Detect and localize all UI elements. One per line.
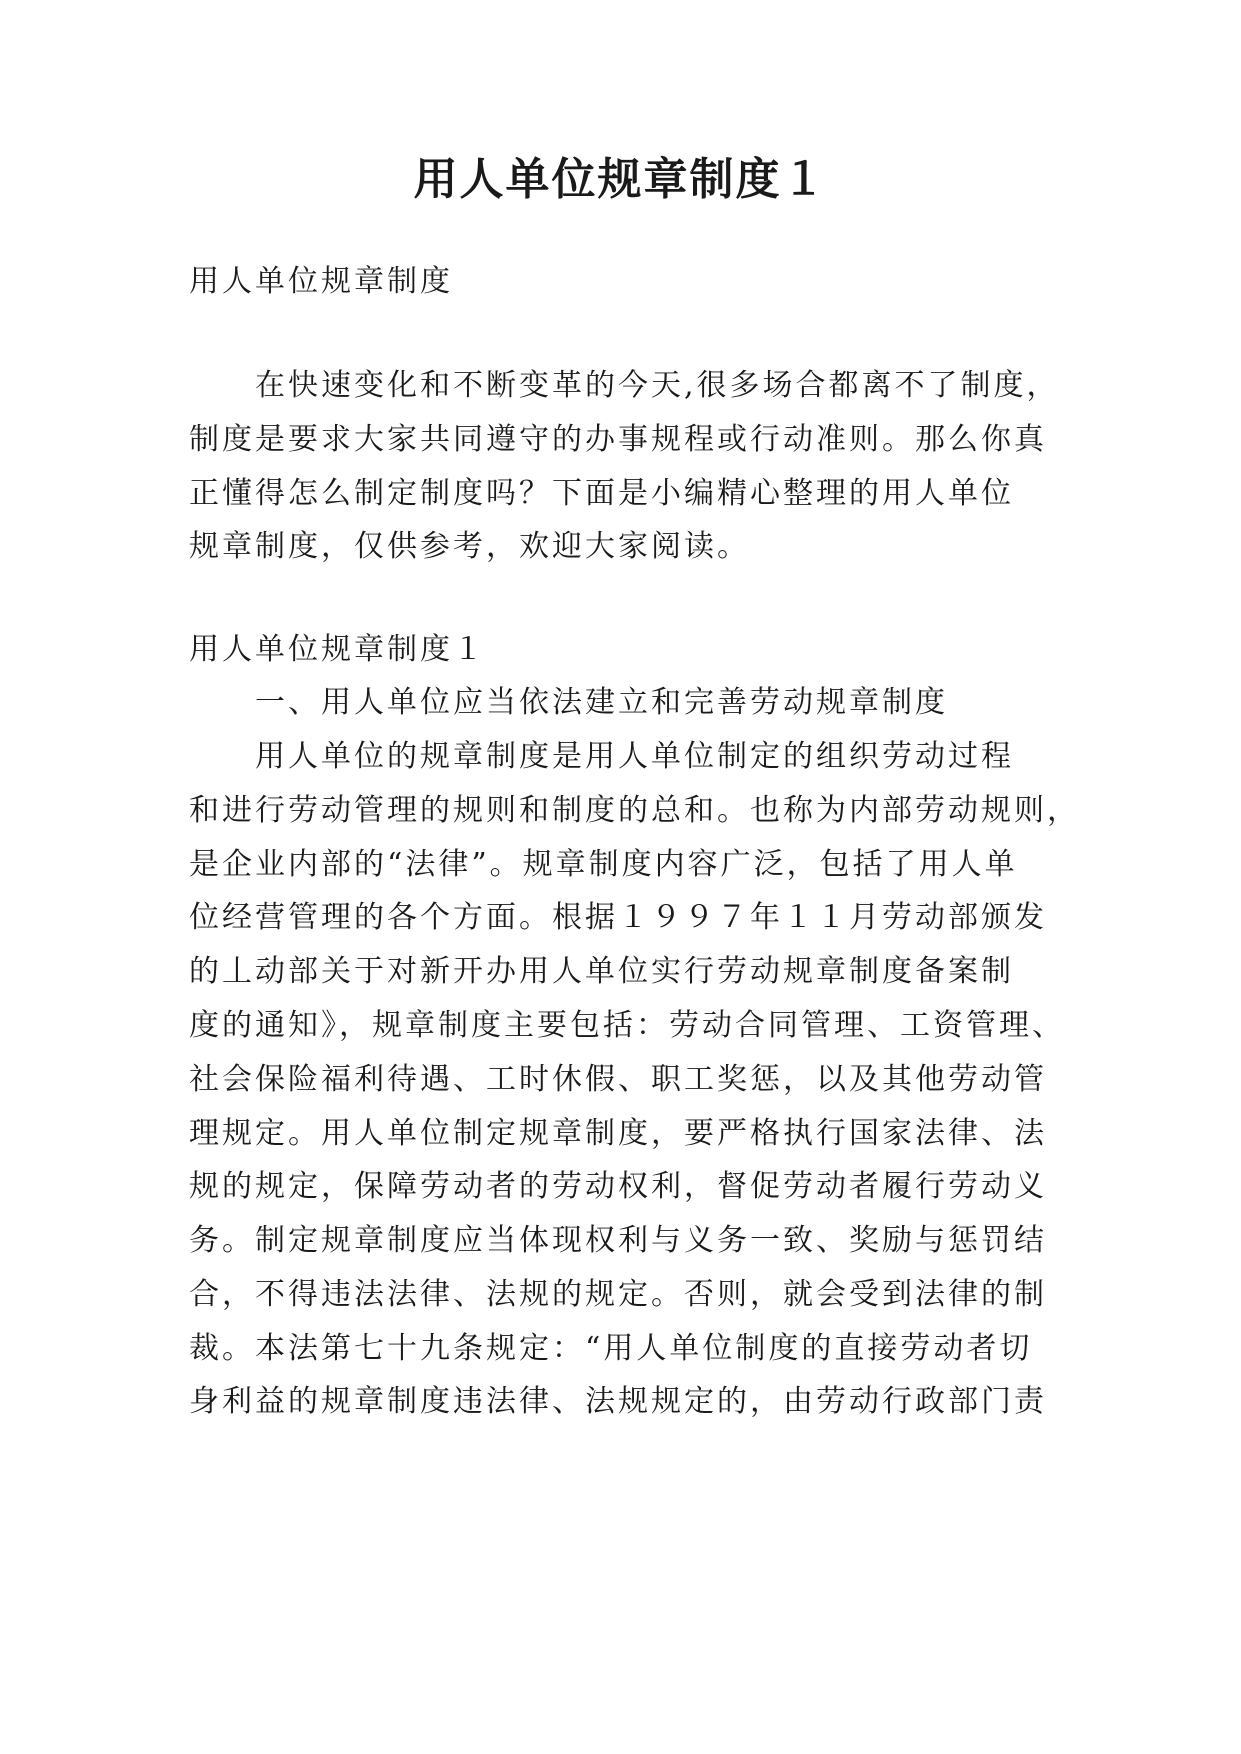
body-line: 用人单位的规章制度是用人单位制定的组织劳动过程 [255,739,1014,774]
section-heading: 用人单位规章制度１ [189,632,486,667]
document-title: 用人单位规章制度１ [413,154,828,205]
body-line: 合，不得违法法律、法规的规定。否则，就会受到法律的制 [189,1277,1047,1312]
body-line: 身利益的规章制度违法律、法规规定的，由劳动行政部门责 [189,1384,1047,1419]
body-line: 社会保险福利待遇、工时休假、职工奖惩，以及其他劳动管 [189,1062,1047,1097]
body-line: 是企业内部的“法律”。规章制度内容广泛，包括了用人单 [189,847,1018,882]
intro-line: 规章制度，仅供参考，欢迎大家阅读。 [189,529,750,564]
subsection-heading: 一、用人单位应当依法建立和完善劳动规章制度 [255,685,948,720]
body-line: 位经营管理的各个方面。根据１９９７年１１月劳动部颁发 [189,900,1047,935]
body-line: 度的通知》，规章制度主要包括：劳动合同管理、工资管理、 [189,1008,1065,1043]
body-line: 务。制定规章制度应当体现权利与义务一致、奖励与惩罚结 [189,1223,1047,1258]
document-subtitle: 用人单位规章制度 [189,264,453,299]
intro-line: 在快速变化和不断变革的今天,很多场合都离不了制度， [255,368,1060,403]
body-line: 的丄动部关于对新开办用人单位实行劳动规章制度备案制 [189,954,1014,989]
body-line: 裁。本法第七十九条规定：“用人单位制度的直接劳动者切 [189,1331,1033,1366]
body-line: 规的规定，保障劳动者的劳动权利，督促劳动者履行劳动义 [189,1169,1047,1204]
intro-line: 正懂得怎么制定制度吗？下面是小编精心整理的用人单位 [189,476,1014,511]
intro-line: 制度是要求大家共同遵守的办事规程或行动准则。那么你真 [189,422,1047,457]
body-line: 理规定。用人单位制定规章制度，要严格执行国家法律、法 [189,1116,1047,1151]
body-line: 和进行劳动管理的规则和制度的总和。也称为内部劳动规则， [189,793,1080,828]
